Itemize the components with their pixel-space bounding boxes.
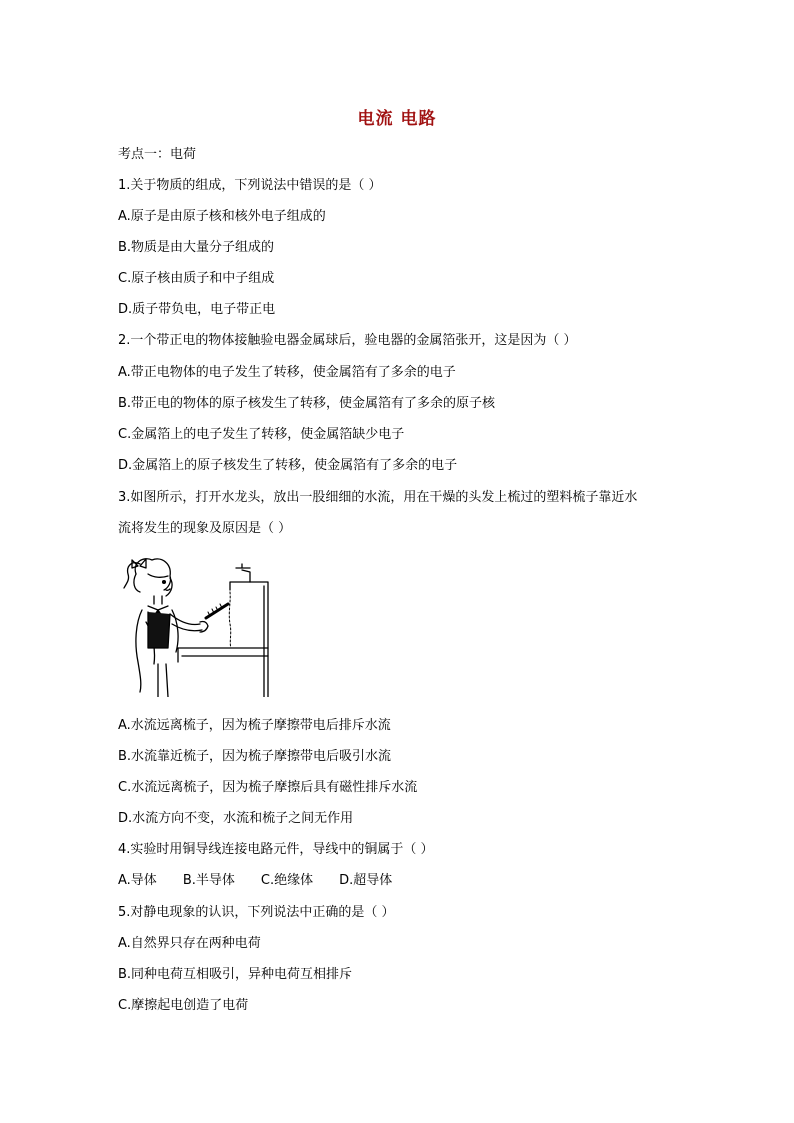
q5-option-a: A.自然界只存在两种电荷	[118, 936, 261, 951]
page-title: 电流 电路	[357, 109, 437, 129]
q3-stem-line2: 流将发生的现象及原因是（ ）	[118, 521, 292, 536]
q1-option-a: A.原子是由原子核和核外电子组成的	[118, 209, 326, 224]
q3-stem-line1: 3.如图所示，打开水龙头，放出一股细细的水流，用在干燥的头发上梳过的塑料梳子靠近水	[118, 490, 638, 505]
q2-option-a: A.带正电物体的电子发生了转移，使金属箔有了多余的电子	[118, 365, 456, 380]
q1-option-c: C.原子核由质子和中子组成	[118, 271, 275, 286]
q4-options-row	[118, 872, 418, 890]
q3-option-c: C.水流远离梳子，因为梳子摩擦后具有磁性排斥水流	[118, 780, 418, 795]
q1-option-b: B.物质是由大量分子组成的	[118, 240, 275, 255]
q2-option-d: D.金属箔上的原子核发生了转移，使金属箔有了多余的电子	[118, 458, 458, 473]
q2-option-b: B.带正电的物体的原子核发生了转移，使金属箔有了多余的原子核	[118, 396, 496, 411]
section-heading: 考点一：电荷	[118, 147, 197, 162]
q5-option-b: B.同种电荷互相吸引，异种电荷互相排斥	[118, 967, 353, 982]
q4-option-c: C.绝缘体	[260, 873, 314, 888]
q2-option-c: C.金属箔上的电子发生了转移，使金属箔缺少电子	[118, 427, 405, 442]
q5-stem: 5.对静电现象的认识，下列说法中正确的是（ ）	[118, 905, 395, 920]
q4-option-d: D.超导体	[339, 873, 393, 888]
q4-option-b: B.半导体	[182, 873, 235, 888]
q2-stem: 2.一个带正电的物体接触验电器金属球后，验电器的金属箔张开，这是因为（ ）	[118, 333, 577, 348]
q5-option-c: C.摩擦起电创造了电荷	[118, 998, 249, 1013]
girl-comb-faucet-illustration	[118, 552, 278, 697]
q3-option-b: B.水流靠近梳子，因为梳子摩擦带电后吸引水流	[118, 749, 392, 764]
q1-option-d: D.质子带负电，电子带正电	[118, 302, 276, 317]
q4-option-a: A.导体	[118, 873, 157, 888]
q3-option-a: A.水流远离梳子，因为梳子摩擦带电后排斥水流	[118, 718, 391, 733]
q4-stem: 4.实验时用铜导线连接电路元件，导线中的铜属于（ ）	[118, 842, 434, 857]
q1-stem: 1.关于物质的组成，下列说法中错误的是（ ）	[118, 178, 382, 193]
q3-option-d: D.水流方向不变，水流和梳子之间无作用	[118, 811, 354, 826]
